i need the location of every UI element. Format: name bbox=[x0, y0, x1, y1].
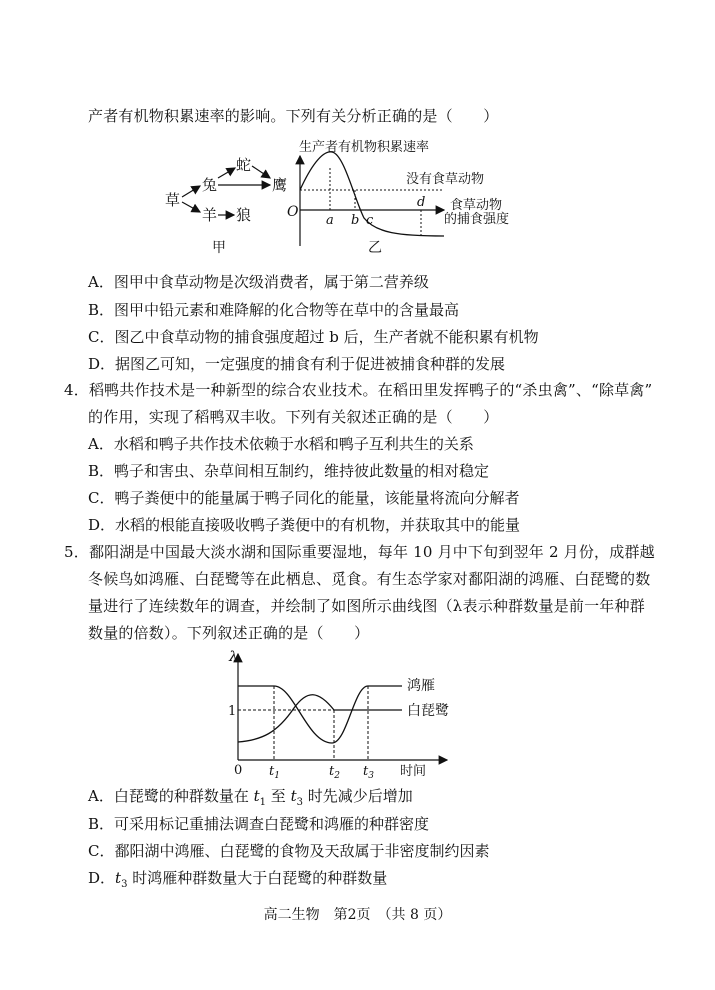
tick-t1: $t_1$ bbox=[269, 764, 280, 780]
q3-stem: 产者有机物积累速率的影响。下列有关分析正确的是（ ） bbox=[88, 107, 499, 125]
tick-d: d bbox=[417, 195, 426, 210]
q5-option-b: B．可采用标记重捕法调查白琵鹭和鸿雁的种群密度 bbox=[88, 815, 430, 833]
arrow-snake-hawk bbox=[252, 166, 270, 178]
q4-option-a: A．水稻和鸭子共作技术依赖于水稻和鸭子互利共生的关系 bbox=[88, 435, 474, 453]
fig-yi-xlabel-2: 的捕食强度 bbox=[444, 212, 510, 227]
node-grass: 草 bbox=[165, 191, 181, 209]
series-swan-goose bbox=[238, 686, 402, 743]
legend-spoonbill: 白琵鹭 bbox=[407, 703, 449, 719]
fig-yi-caption: 乙 bbox=[368, 240, 382, 256]
fig-yi-ylabel: 生产者有机物积累速率 bbox=[299, 140, 430, 155]
tick-b: b bbox=[351, 213, 360, 228]
q4-stem-line2: 的作用，实现了稻鸭双丰收。下列有关叙述正确的是（ ） bbox=[88, 408, 499, 426]
tick-t2: $t_2$ bbox=[329, 764, 340, 780]
tick-t3: $t_3$ bbox=[363, 764, 374, 780]
q5-option-c: C．鄱阳湖中鸿雁、白琵鹭的食物及天敌属于非密度制约因素 bbox=[88, 842, 490, 860]
tick-c: c bbox=[366, 213, 374, 228]
q5-stem-line2: 冬候鸟如鸿雁、白琵鹭等在此栖息、觅食。有生态学家对鄱阳湖的鸿雁、白琵鹭的数 bbox=[88, 570, 651, 588]
lambda-y-tick-1: 1 bbox=[228, 704, 237, 719]
q4-stem-line1: 4．稻鸭共作技术是一种新型的综合农业技术。在稻田里发挥鸭子的“杀虫禽”、“除草禽” bbox=[64, 381, 653, 399]
q3-option-a: A．图甲中食草动物是次级消费者，属于第二营养级 bbox=[88, 273, 429, 291]
lambda-ylabel: λ bbox=[229, 649, 238, 665]
arrow-rabbit-snake bbox=[218, 168, 235, 178]
predation-curve-figure bbox=[284, 138, 524, 260]
q3-option-d: D．据图乙可知，一定强度的捕食有利于促进被捕食种群的发展 bbox=[88, 355, 506, 373]
arrow-grass-rabbit bbox=[182, 186, 200, 197]
lambda-xlabel: 时间 bbox=[400, 764, 427, 779]
q5-stem-line1: 5．鄱阳湖是中国最大淡水湖和国际重要湿地，每年 10 月中下旬到翌年 2 月份，成群越 bbox=[64, 543, 655, 561]
series-spoonbill bbox=[238, 695, 402, 742]
q4-option-b: B．鸭子和害虫、杂草间相互制约，维持彼此数量的相对稳定 bbox=[88, 462, 490, 480]
no-herbivore-label: 没有食草动物 bbox=[406, 172, 485, 187]
q5-stem-line4: 数量的倍数）。下列叙述正确的是（ ） bbox=[88, 624, 370, 642]
fig-yi-origin: O bbox=[287, 204, 299, 220]
q3-option-b: B．图甲中铅元素和难降解的化合物等在草中的含量最高 bbox=[88, 301, 460, 319]
arrow-grass-sheep bbox=[182, 202, 200, 212]
lambda-curve-figure bbox=[222, 648, 452, 780]
node-snake: 蛇 bbox=[236, 156, 252, 174]
q4-option-d: D．水稻的根能直接吸收鸭子粪便中的有机物，并获取其中的能量 bbox=[88, 516, 521, 534]
q5-option-d: D．$t_3$ 时鸿雁种群数量大于白琵鹭的种群数量 bbox=[88, 869, 388, 890]
node-rabbit: 兔 bbox=[202, 176, 218, 194]
q5-stem-line3: 量进行了连续数年的调查，并绘制了如图所示曲线图（λ表示种群数量是前一年种群 bbox=[88, 597, 645, 615]
q5-option-a: A．白琵鹭的种群数量在 $t_1$ 至 $t_3$ 时先减少后增加 bbox=[88, 787, 413, 808]
page-footer: 高二生物 第2页 （共 8 页） bbox=[263, 907, 452, 923]
q4-option-c: C．鸭子粪便中的能量属于鸭子同化的能量，该能量将流向分解者 bbox=[88, 489, 520, 507]
q3-option-c: C．图乙中食草动物的捕食强度超过 b 后，生产者就不能积累有机物 bbox=[88, 328, 539, 346]
tick-a: a bbox=[326, 213, 334, 228]
legend-swan-goose: 鸿雁 bbox=[407, 678, 435, 694]
node-wolf: 狼 bbox=[236, 206, 252, 224]
lambda-origin: 0 bbox=[234, 763, 243, 778]
fig-jia-caption: 甲 bbox=[212, 240, 226, 256]
node-hawk: 鹰 bbox=[272, 176, 288, 194]
node-sheep: 羊 bbox=[202, 206, 218, 224]
food-web-figure bbox=[160, 150, 290, 260]
fig-yi-xlabel-1: 食草动物 bbox=[450, 198, 503, 213]
